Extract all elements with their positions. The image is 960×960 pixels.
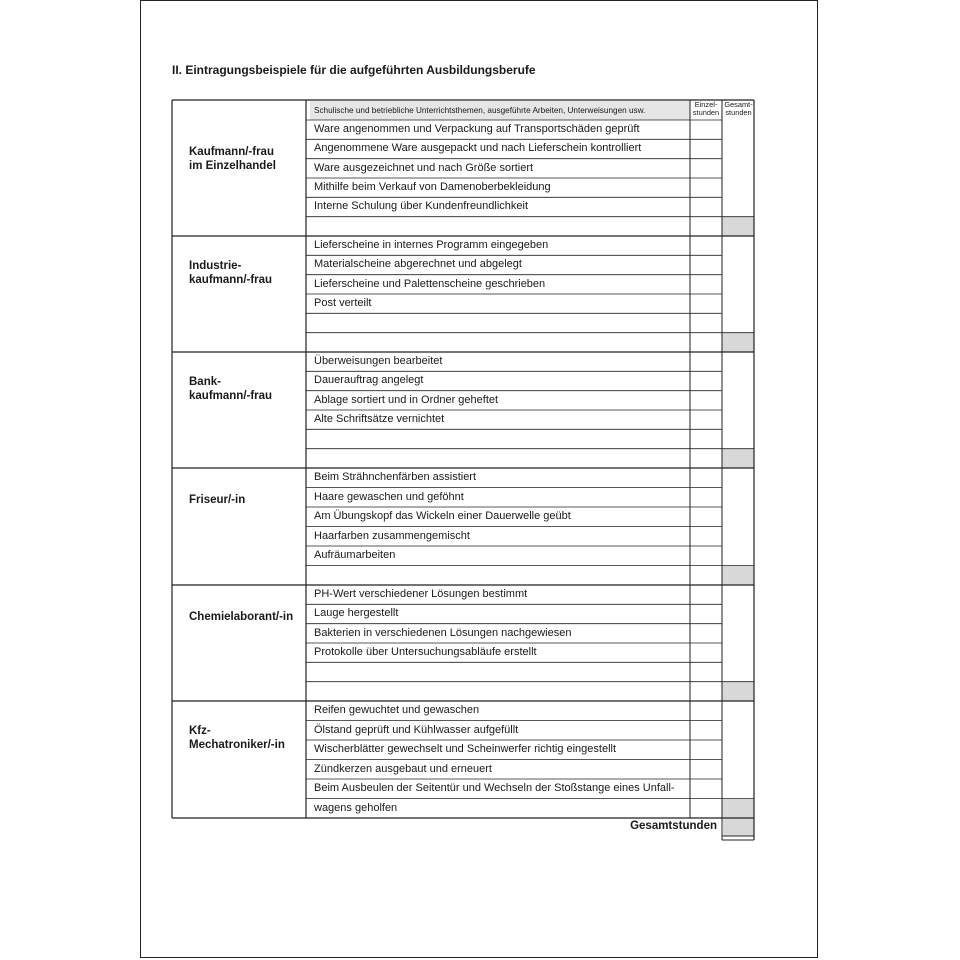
section-label: Bank- kaufmann/-frau	[189, 376, 273, 402]
table-row[interactable]: Reifen gewuchtet und gewaschen	[314, 704, 480, 716]
table-row[interactable]: Aufräumarbeiten	[314, 549, 396, 561]
section-label: Kfz- Mechatroniker/-in	[189, 725, 285, 751]
table-row[interactable]: Protokolle über Untersuchungsabläufe erstellt	[314, 646, 537, 658]
table-row[interactable]: PH-Wert verschiedener Lösungen bestimmt	[314, 588, 528, 600]
table-row[interactable]: Ware angenommen und Verpackung auf Transportschäden geprüft	[314, 123, 640, 135]
table-row[interactable]: Bakterien in verschiedenen Lösungen nachgewiesen	[314, 626, 572, 639]
section-label: Industrie- kaufmann/-frau	[189, 260, 273, 286]
page-heading: II. Eintragungsbeispiele für die aufgeführten Ausbildungsberufe	[172, 63, 536, 77]
table-row[interactable]: Beim Ausbeulen der Seitentür und Wechseln der Stoßstange eines Unfall-	[314, 782, 675, 794]
table-row[interactable]: Wischerblätter gewechselt und Scheinwerfer richtig eingestellt	[314, 743, 617, 755]
table-row[interactable]: Angenommene Ware ausgepackt und nach Lieferschein kontrolliert	[314, 142, 642, 155]
table-row[interactable]: Interne Schulung über Kundenfreundlichkeit	[314, 200, 529, 213]
table-row[interactable]: Post verteilt	[314, 297, 372, 309]
total-hours-label: Gesamtstunden	[630, 820, 717, 832]
column-header-topics: Schulische und betriebliche Unterrichtsthemen, ausgeführte Arbeiten, Unterweisungen usw.	[310, 101, 690, 120]
table-row[interactable]: Mithilfe beim Verkauf von Damenoberbekleidung	[314, 181, 551, 193]
table-row[interactable]: Ware ausgezeichnet und nach Größe sortiert	[314, 161, 534, 174]
table-row[interactable]: Haarfarben zusammengemischt	[314, 529, 470, 542]
table-row[interactable]: Überweisungen bearbeitet	[314, 355, 443, 367]
table-row[interactable]: Alte Schriftsätze vernichtet	[314, 413, 445, 425]
table-row[interactable]: Lieferscheine und Palettenscheine geschrieben	[314, 277, 546, 290]
table-row[interactable]: Materialscheine abgerechnet und abgelegt	[314, 258, 522, 271]
table-row[interactable]: Ölstand geprüft und Kühlwasser aufgefüllt	[314, 723, 519, 736]
section-label: Chemielaborant/-in	[189, 611, 294, 623]
table-row[interactable]: Lieferscheine in internes Programm eingegeben	[314, 239, 549, 251]
table-row[interactable]: Dauerauftrag angelegt	[314, 374, 424, 387]
table-row[interactable]: Lauge hergestellt	[314, 607, 399, 620]
table-row[interactable]: Zündkerzen ausgebaut und erneuert	[314, 762, 492, 775]
section-label: Friseur/-in	[189, 494, 246, 506]
column-header-total-hours: Gesamt- stunden	[724, 100, 753, 117]
table-row[interactable]: Beim Strähnchenfärben assistiert	[314, 471, 477, 483]
section-label: Kaufmann/-frau im Einzelhandel	[189, 146, 276, 172]
column-header-single-hours: Einzel- stunden	[692, 100, 720, 117]
table-row[interactable]: wagens geholfen	[314, 801, 398, 814]
table-row[interactable]: Am Übungskopf das Wickeln einer Dauerwelle geübt	[314, 510, 571, 522]
table-row[interactable]: Ablage sortiert und in Ordner geheftet	[314, 393, 499, 406]
table-row[interactable]: Haare gewaschen und geföhnt	[314, 490, 464, 503]
